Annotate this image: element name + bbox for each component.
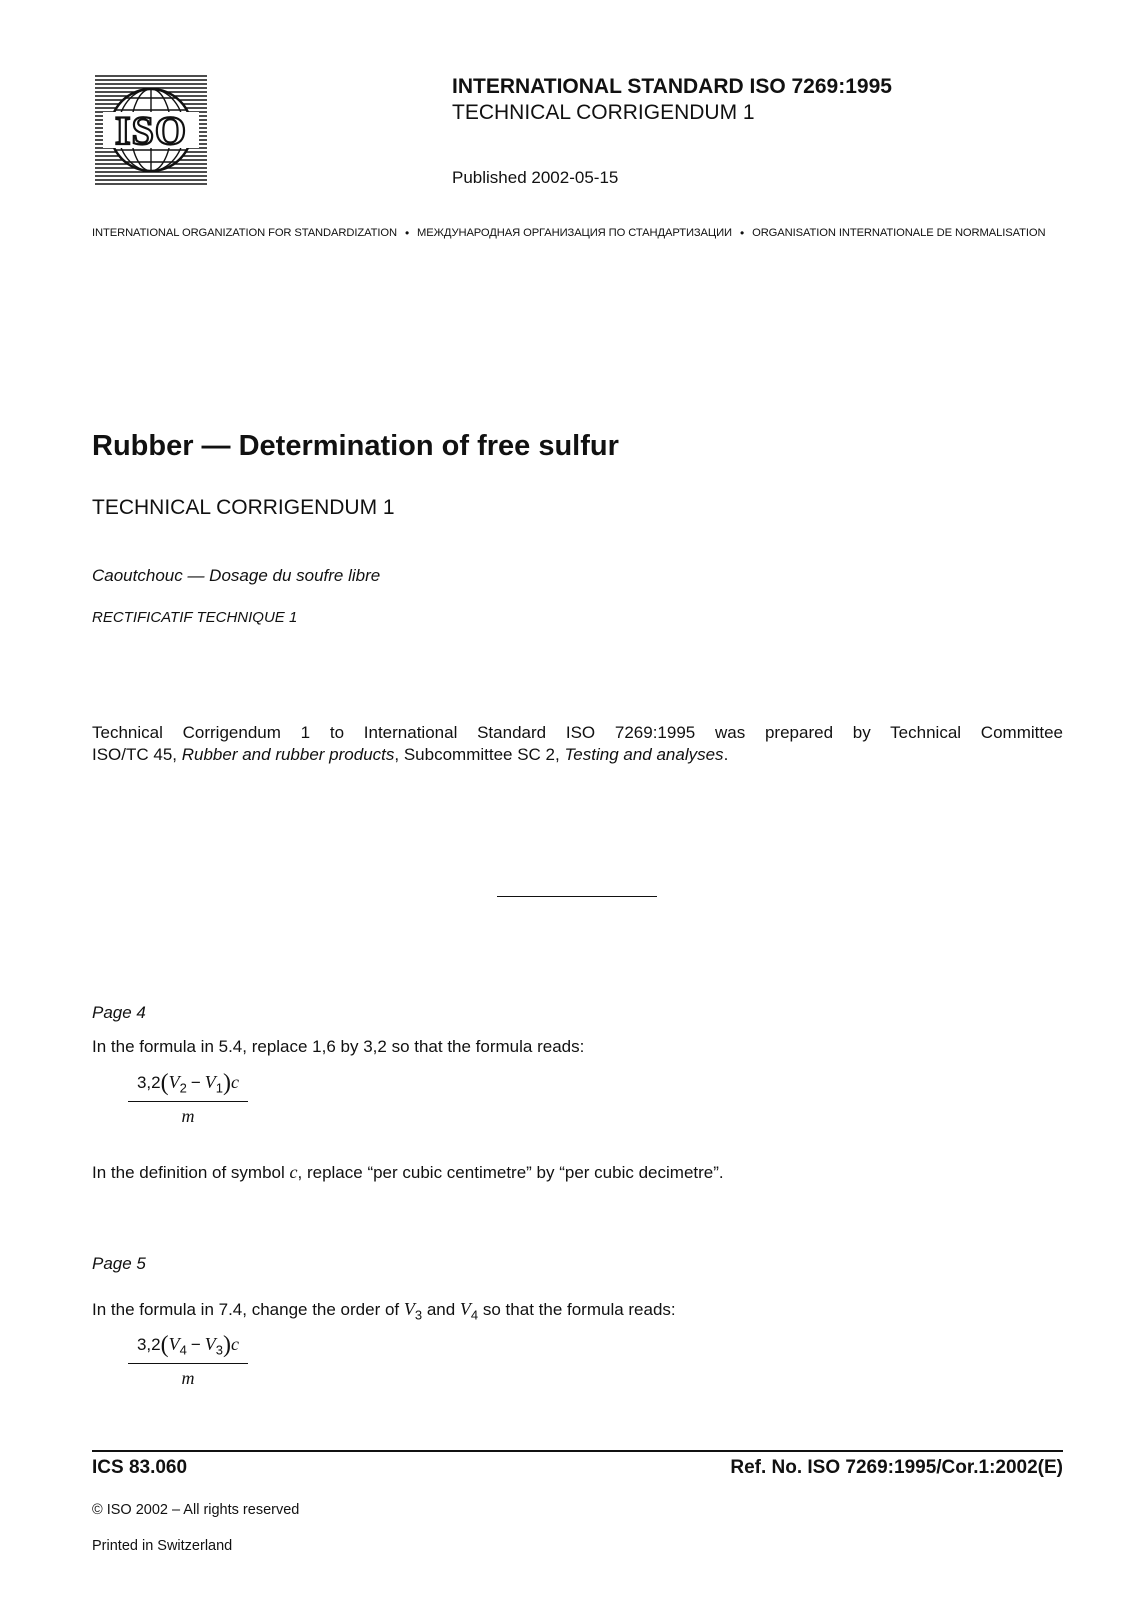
fraction-bar: [128, 1101, 248, 1102]
committee-name: Rubber and rubber products: [181, 745, 395, 764]
iso-logo: [93, 74, 209, 186]
copyright-notice: © ISO 2002 – All rights reserved: [92, 1502, 300, 1518]
publication-date: Published 2002-05-15: [452, 168, 619, 187]
formula: [128, 1070, 248, 1127]
correction-instruction: In the formula in 7.4, change the order of $V_3$ and $V_4$ so that the formula reads:: [92, 1299, 676, 1323]
page-reference: Page 5: [92, 1254, 146, 1273]
page-reference: Page 4: [92, 1003, 146, 1022]
printed-in: Printed in Switzerland: [92, 1538, 233, 1554]
intro-text: .: [723, 745, 729, 764]
symbol-definition-note: In the definition of symbol c, replace “per cubic centimetre” by “per cubic decimetre”.: [92, 1162, 724, 1182]
organization-line: [92, 226, 1062, 240]
section-divider: [497, 896, 657, 897]
document-title: Rubber — Determination of free sulfur: [92, 430, 619, 462]
separator-dot: •: [739, 226, 745, 240]
org-name-english: INTERNATIONAL ORGANIZATION FOR STANDARDIZATION: [92, 227, 397, 239]
ics-code: ICS 83.060: [92, 1457, 188, 1478]
separator-dot: •: [404, 226, 410, 240]
standard-title: INTERNATIONAL STANDARD ISO 7269:1995: [452, 75, 892, 98]
svg-text:ISO: ISO: [115, 108, 187, 153]
french-title: Caoutchouc — Dosage du soufre libre: [92, 566, 381, 585]
intro-text: ISO/TC 45,: [92, 745, 182, 764]
fraction-bar: [128, 1363, 248, 1364]
org-name-russian: МЕЖДУНАРОДНАЯ ОРГАНИЗАЦИЯ ПО СТАНДАРТИЗАЦИИ: [417, 227, 732, 239]
intro-line: Technical Corrigendum 1 to International Standard ISO 7269:1995 was prepared by Technical Committee: [92, 723, 1063, 742]
formula: [128, 1332, 248, 1389]
intro-paragraph: [92, 722, 1063, 766]
document-subtitle: TECHNICAL CORRIGENDUM 1: [92, 496, 395, 519]
org-name-french: ORGANISATION INTERNATIONALE DE NORMALISATION: [752, 227, 1046, 239]
intro-text: , Subcommittee SC 2,: [394, 745, 565, 764]
footer-rule: [92, 1450, 1063, 1452]
formula-numerator: $3,2(V_2 - V_1)c$: [136, 1070, 240, 1096]
correction-instruction: In the formula in 5.4, replace 1,6 by 3,2 so that the formula reads:: [92, 1037, 585, 1056]
symbol-c: c: [289, 1162, 298, 1182]
subcommittee-name: Testing and analyses: [564, 745, 724, 764]
formula-denominator: m: [181, 1368, 195, 1388]
reference-number: Ref. No. ISO 7269:1995/Cor.1:2002(E): [730, 1457, 1063, 1478]
formula-denominator: m: [181, 1106, 195, 1126]
standard-subtitle: TECHNICAL CORRIGENDUM 1: [452, 101, 755, 124]
french-subtitle: RECTIFICATIF TECHNIQUE 1: [92, 609, 298, 626]
formula-numerator: $3,2(V_4 - V_3)c$: [136, 1332, 240, 1358]
